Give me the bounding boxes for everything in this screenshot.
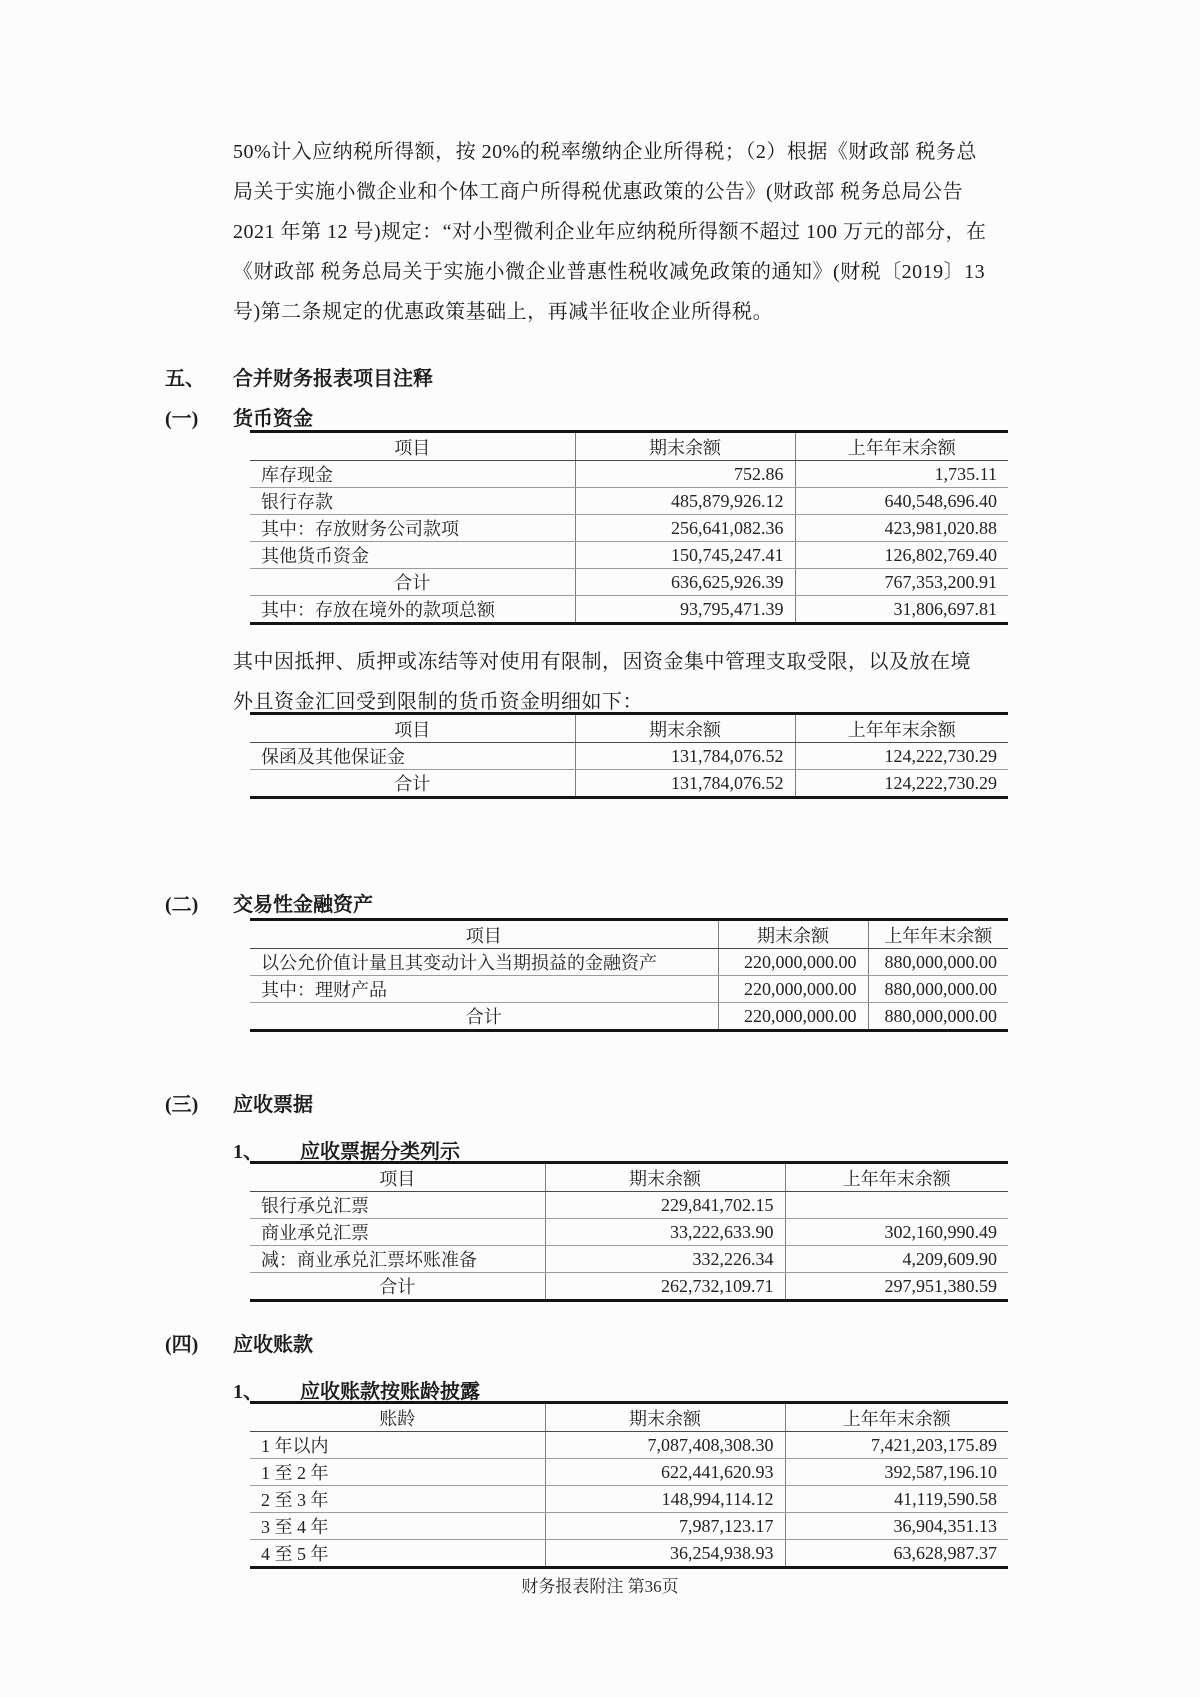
section-heading-notes-receivable: [165, 1088, 313, 1117]
paragraph-line: 2021 年第 12 号)规定：“对小型微利企业年应纳税所得额不超过 100 万元的部分，在: [233, 221, 987, 243]
amount-cell: 7,087,408,308.30: [545, 1432, 785, 1459]
amount-cell: 392,587,196.10: [785, 1459, 1008, 1486]
amount-cell: 485,879,926.12: [575, 488, 795, 515]
table-row: [250, 949, 1008, 976]
row-label: 其中：存放财务公司款项: [250, 515, 575, 542]
table-row: [250, 976, 1008, 1003]
row-label: 银行承兑汇票: [250, 1192, 545, 1219]
table-header-row: [250, 432, 1008, 461]
column-header: 账龄: [250, 1403, 545, 1432]
table-restricted-funds: [250, 712, 1008, 799]
row-label: 合计: [379, 1277, 416, 1297]
paragraph-line: 《财政部 税务总局关于实施小微企业普惠性税收减免政策的通知》(财税〔2019〕13: [233, 261, 986, 283]
amount-cell: 93,795,471.39: [575, 596, 795, 624]
table-row: [250, 542, 1008, 569]
row-label: 其中：理财产品: [250, 976, 718, 1003]
amount-cell: 636,625,926.39: [575, 569, 795, 596]
row-label: 4 至 5 年: [261, 1544, 329, 1564]
amount-cell: 124,222,730.29: [795, 743, 1008, 770]
amount-cell: 256,641,082.36: [575, 515, 795, 542]
column-header: 期末余额: [575, 432, 795, 461]
table-row: [250, 461, 1008, 488]
row-label: 1 年以内: [250, 1432, 545, 1459]
amount-cell: 752.86: [575, 461, 795, 488]
column-header: 上年年末余额: [868, 920, 1008, 949]
table-header-row: [250, 1403, 1008, 1432]
paragraph-line: 外且资金汇回受到限制的货币资金明细如下：: [233, 691, 643, 713]
row-label: 合计: [394, 774, 431, 794]
amount-cell: 880,000,000.00: [868, 1003, 1008, 1031]
row-label: 2 至 3 年: [250, 1486, 545, 1513]
amount-cell: 148,994,114.12: [545, 1486, 785, 1513]
subsection-number: 1、: [233, 1381, 263, 1403]
amount-cell: 36,904,351.13: [785, 1513, 1008, 1540]
section-heading-monetary-funds: [165, 402, 313, 431]
subsection-number: 1、: [233, 1141, 263, 1163]
column-header: 期末余额: [718, 920, 868, 949]
section-number: (二): [165, 894, 199, 916]
row-label: 库存现金: [250, 461, 575, 488]
amount-cell: [785, 1192, 1008, 1219]
amount-cell: 229,841,702.15: [545, 1192, 785, 1219]
row-label: 其他货币资金: [250, 542, 575, 569]
amount-cell: 63,628,987.37: [785, 1540, 1008, 1568]
table-row: [250, 488, 1008, 515]
column-header: 上年年末余额: [795, 714, 1008, 743]
amount-cell: 131,784,076.52: [575, 743, 795, 770]
amount-cell: 220,000,000.00: [718, 1003, 868, 1031]
table-row: [250, 1459, 1008, 1486]
table-accounts-receivable-aging: [250, 1401, 1008, 1569]
amount-cell: 150,745,247.41: [575, 542, 795, 569]
row-label: 3 至 4 年: [250, 1513, 545, 1540]
amount-cell: 33,222,633.90: [545, 1219, 785, 1246]
subsection-title: 应收票据分类列示: [300, 1141, 460, 1163]
subsection-heading-aging-disclosure: [233, 1375, 480, 1404]
table-row: [250, 1513, 1008, 1540]
amount-cell: 302,160,990.49: [785, 1219, 1008, 1246]
column-header: 上年年末余额: [785, 1163, 1008, 1192]
subsection-heading-notes-classification: [233, 1135, 460, 1164]
section-title: 合并财务报表项目注释: [233, 368, 433, 390]
table-row: [250, 1486, 1008, 1513]
amount-cell: 880,000,000.00: [868, 949, 1008, 976]
section-title: 货币资金: [233, 408, 313, 430]
amount-cell: 767,353,200.91: [795, 569, 1008, 596]
column-header: 上年年末余额: [795, 432, 1008, 461]
section-title: 交易性金融资产: [233, 894, 373, 916]
intro-paragraph: [233, 132, 987, 332]
row-label: 其中：存放在境外的款项总额: [261, 600, 495, 620]
section-number: (三): [165, 1094, 199, 1116]
row-label: 以公允价值计量且其变动计入当期损益的金融资产: [250, 949, 718, 976]
table-header-row: [250, 714, 1008, 743]
table-row: [250, 1246, 1008, 1273]
amount-cell: 124,222,730.29: [795, 770, 1008, 798]
amount-cell: 7,421,203,175.89: [785, 1432, 1008, 1459]
amount-cell: 297,951,380.59: [785, 1273, 1008, 1301]
column-header: 项目: [250, 432, 575, 461]
amount-cell: 7,987,123.17: [545, 1513, 785, 1540]
amount-cell: 423,981,020.88: [795, 515, 1008, 542]
table-header-row: [250, 920, 1008, 949]
amount-cell: 262,732,109.71: [545, 1273, 785, 1301]
section-number: 五、: [165, 368, 205, 390]
table-row: [250, 515, 1008, 542]
table-row: [250, 1540, 1008, 1568]
column-header: 上年年末余额: [785, 1403, 1008, 1432]
paragraph-line: 号)第二条规定的优惠政策基础上，再减半征收企业所得税。: [233, 301, 774, 323]
column-header: 项目: [250, 714, 575, 743]
table-row: [250, 1273, 1008, 1301]
amount-cell: 126,802,769.40: [795, 542, 1008, 569]
paragraph-line: 50%计入应纳税所得额，按 20%的税率缴纳企业所得税；（2）根据《财政部 税务总: [233, 141, 977, 163]
amount-cell: 36,254,938.93: [545, 1540, 785, 1568]
section-title: 应收票据: [233, 1094, 313, 1116]
section-number: (四): [165, 1334, 199, 1356]
column-header: 期末余额: [575, 714, 795, 743]
amount-cell: 31,806,697.81: [795, 596, 1008, 624]
row-label: 合计: [465, 1007, 502, 1027]
table-notes-receivable: [250, 1161, 1008, 1302]
amount-cell: 41,119,590.58: [785, 1486, 1008, 1513]
table-row: [250, 1432, 1008, 1459]
paragraph-line: 其中因抵押、质押或冻结等对使用有限制，因资金集中管理支取受限，以及放在境: [233, 651, 971, 673]
amount-cell: 220,000,000.00: [718, 976, 868, 1003]
section-heading-trading-assets: [165, 888, 373, 917]
row-label: 银行存款: [250, 488, 575, 515]
main-section-heading: [165, 362, 433, 391]
table-header-row: [250, 1163, 1008, 1192]
column-header: 期末余额: [545, 1403, 785, 1432]
table-trading-financial-assets: [250, 918, 1008, 1032]
column-header: 项目: [250, 1163, 545, 1192]
table-row: [250, 1003, 1008, 1031]
column-header: 期末余额: [545, 1163, 785, 1192]
row-label: 减：商业承兑汇票坏账准备: [250, 1246, 545, 1273]
table-row: [250, 743, 1008, 770]
subsection-title: 应收账款按账龄披露: [300, 1381, 480, 1403]
paragraph-line: 局关于实施小微企业和个体工商户所得税优惠政策的公告》(财政部 税务总局公告: [233, 181, 964, 203]
amount-cell: 220,000,000.00: [718, 949, 868, 976]
table-row: [250, 770, 1008, 798]
column-header: 项目: [250, 920, 718, 949]
amount-cell: 1,735.11: [795, 461, 1008, 488]
section-heading-accounts-receivable: [165, 1328, 313, 1357]
table-row: [250, 596, 1008, 624]
amount-cell: 332,226.34: [545, 1246, 785, 1273]
page-footer: 财务报表附注 第36页: [521, 1577, 679, 1596]
section-number: (一): [165, 408, 199, 430]
table-row: [250, 1192, 1008, 1219]
table-monetary-funds: [250, 430, 1008, 625]
table-row: [250, 1219, 1008, 1246]
section-title: 应收账款: [233, 1334, 313, 1356]
table-row: [250, 569, 1008, 596]
row-label: 商业承兑汇票: [250, 1219, 545, 1246]
restricted-funds-paragraph: [233, 642, 973, 722]
row-label: 合计: [250, 569, 575, 596]
amount-cell: 622,441,620.93: [545, 1459, 785, 1486]
amount-cell: 640,548,696.40: [795, 488, 1008, 515]
amount-cell: 880,000,000.00: [868, 976, 1008, 1003]
row-label: 保函及其他保证金: [250, 743, 575, 770]
row-label: 1 至 2 年: [250, 1459, 545, 1486]
amount-cell: 131,784,076.52: [575, 770, 795, 798]
amount-cell: 4,209,609.90: [785, 1246, 1008, 1273]
